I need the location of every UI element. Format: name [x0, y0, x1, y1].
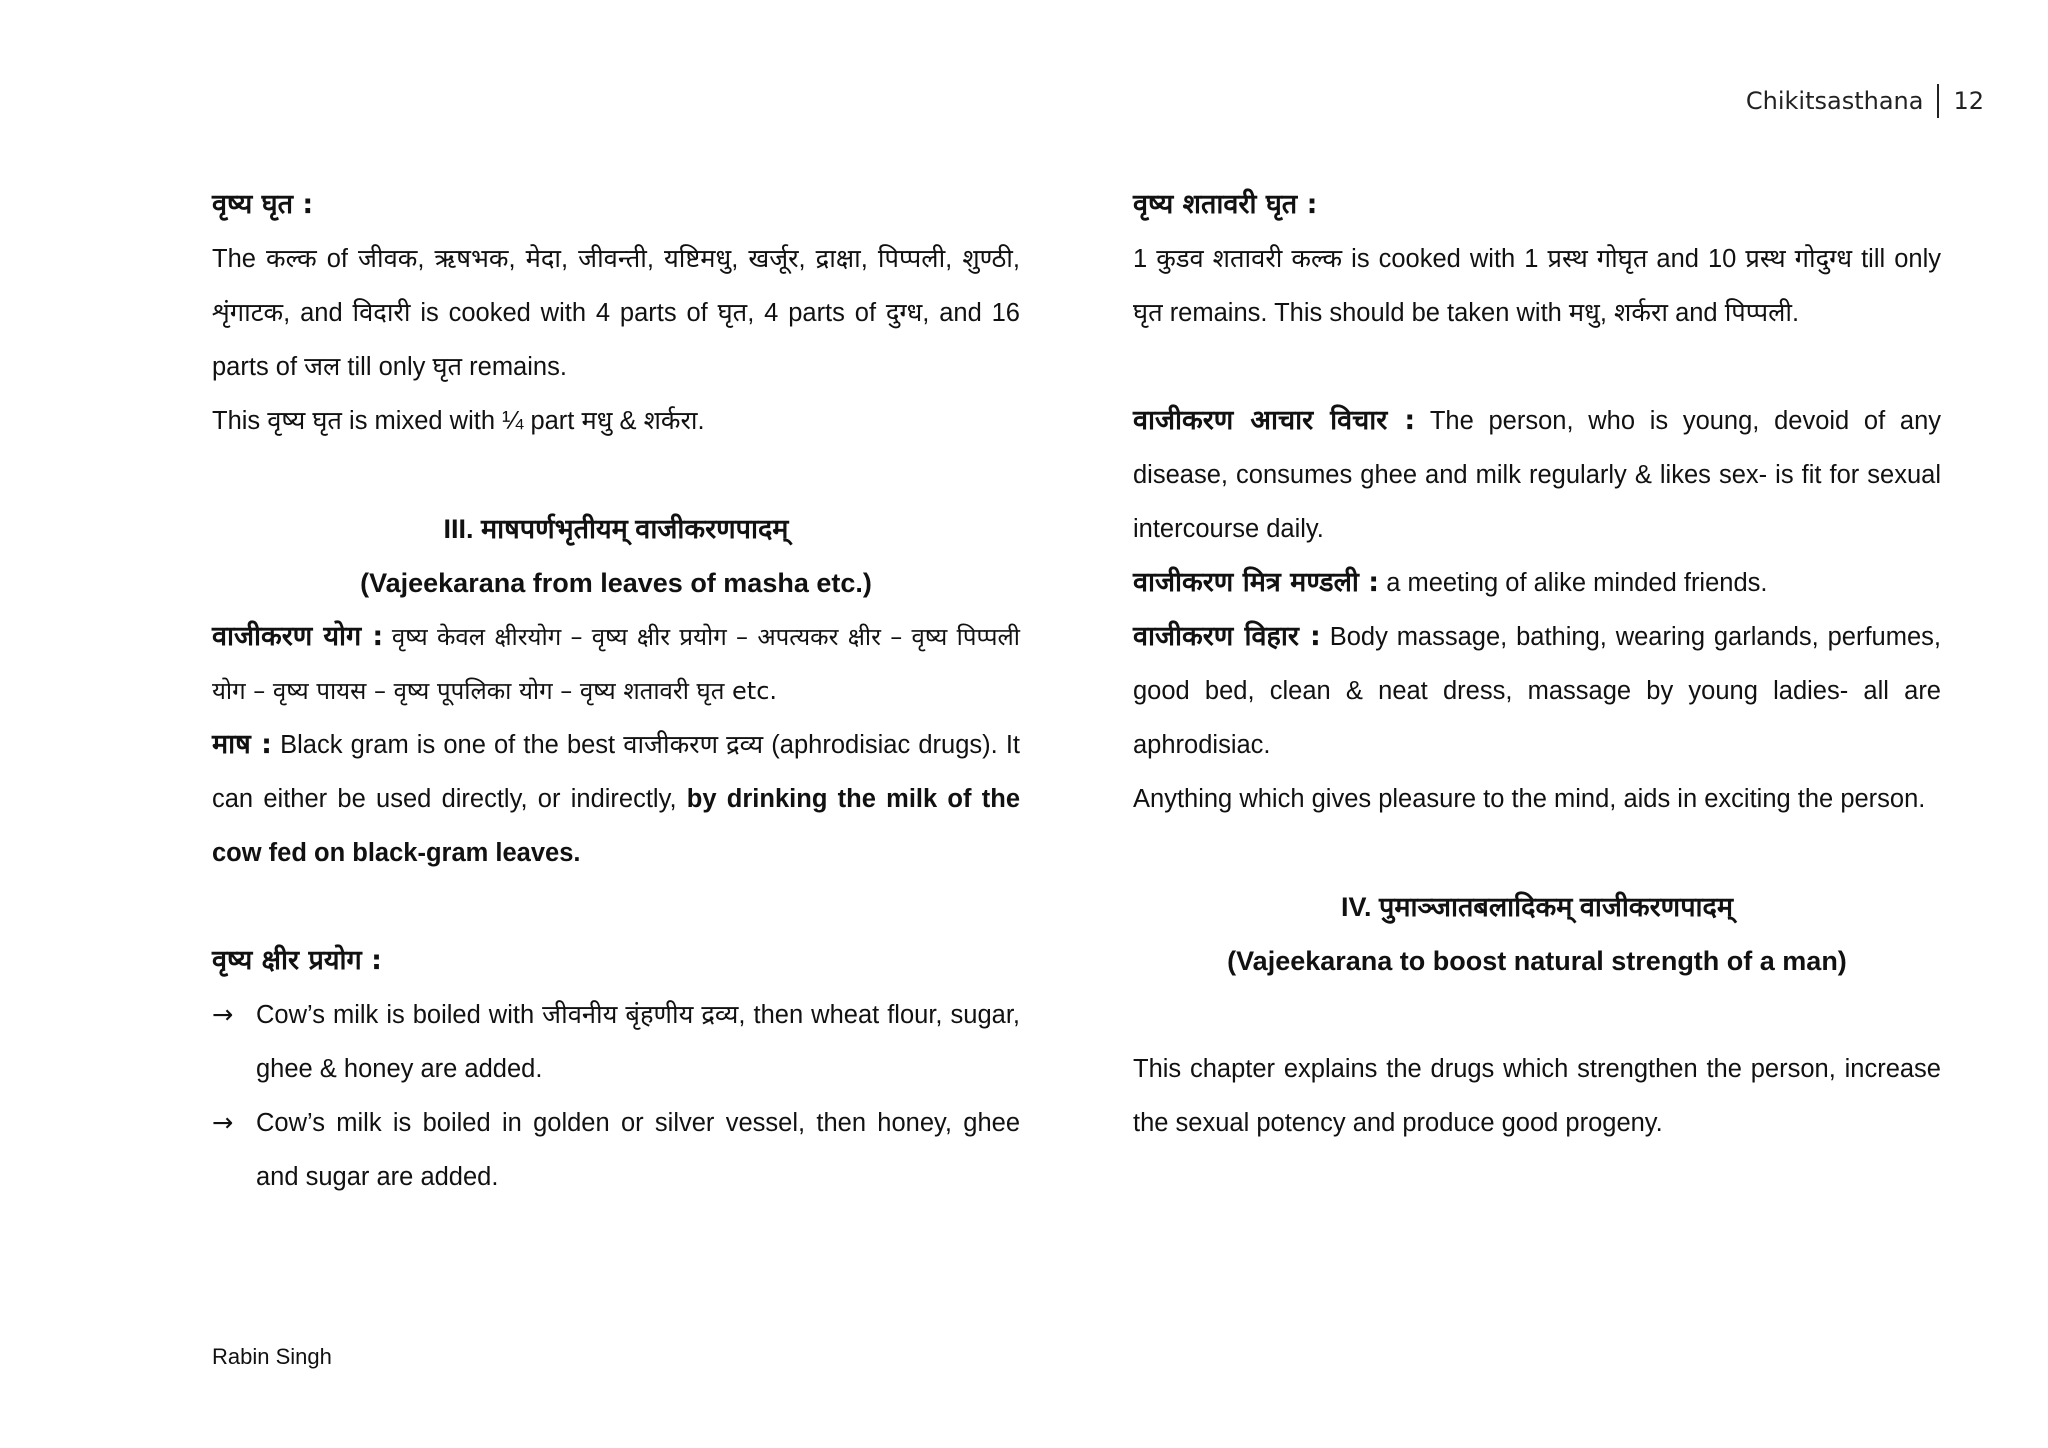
achara-paragraph — [1133, 394, 1941, 556]
achara-text: The person, who is young, devoid of any disease, consumes ghee and milk regularly & likes sex- is fit for sexual intercourse daily. — [1133, 407, 1941, 543]
section-3-subtitle: (Vajeekarana from leaves of masha etc.) — [360, 568, 872, 598]
arrow-icon: → — [212, 1000, 234, 1030]
left-column — [212, 178, 1020, 1204]
list-item-text: Cow’s milk is boiled in golden or silver vessel, then honey, ghee and sugar are added. — [256, 1109, 1020, 1191]
achara-label: वाजीकरण आचार विचार : — [1133, 405, 1416, 436]
vrishya-ghrita-heading: वृष्य घृत : — [212, 189, 314, 220]
vajikarana-yoga-label: वाजीकरण योग : — [212, 621, 384, 652]
mitra-label: वाजीकरण मित्र मण्डली : — [1133, 567, 1380, 598]
list-item — [212, 988, 1020, 1096]
masha-bold-text: by drinking the milk of the cow fed on black-gram leaves. — [212, 785, 1020, 867]
list-item-text: Cow’s milk is boiled with जीवनीय बृंहणीय द्रव्य, then wheat flour, sugar, ghee & honey are added. — [256, 1001, 1020, 1083]
section-4-title: IV. पुमाञ्जातबलादिकम् वाजीकरणपादम् — [1341, 892, 1733, 922]
vrishya-kshira-heading: वृष्य क्षीर प्रयोग : — [212, 945, 382, 976]
header-title: Chikitsasthana — [1745, 87, 1924, 115]
arrow-icon: → — [212, 1108, 234, 1138]
vihara-label: वाजीकरण विहार : — [1133, 621, 1321, 652]
mitra-text: a meeting of alike minded friends. — [1386, 569, 1768, 597]
vihara-paragraph — [1133, 610, 1941, 772]
right-column — [1133, 178, 1941, 1150]
mitra-paragraph — [1133, 556, 1941, 610]
chapter-paragraph: This chapter explains the drugs which strengthen the person, increase the sexual potency and produce good progeny. — [1133, 1055, 1941, 1137]
list-item — [212, 1096, 1020, 1204]
page-number: 12 — [1953, 87, 1984, 115]
shatavari-text: 1 कुडव शतावरी कल्क is cooked with 1 प्रस्थ गोघृत and 10 प्रस्थ गोदुग्ध till only घृत remains. This should be taken with मधु, शर्करा and पिप्पली. — [1133, 245, 1941, 327]
masha-label: माष : — [212, 729, 272, 760]
section-4-subtitle: (Vajeekarana to boost natural strength of a man) — [1227, 946, 1847, 976]
page-header — [1746, 84, 1984, 118]
vrishya-ghrita-text: The कल्क of जीवक, ऋषभक, मेदा, जीवन्ती, यष्टिमधु, खर्जूर, द्राक्षा, पिप्पली, शुण्ठी, शृंगाटक, and विदारी is cooked with 4 parts of घृत, 4 parts of दुग्ध, and 16 parts of जल till only घृत remains. — [212, 245, 1020, 381]
anything-paragraph: Anything which gives pleasure to the mind, aids in exciting the person. — [1133, 785, 1926, 813]
vihara-text: Body massage, bathing, wearing garlands, perfumes, good bed, clean & neat dress, massage by young ladies- all are aphrodisiac. — [1133, 623, 1941, 759]
masha-paragraph — [212, 718, 1020, 880]
vajikarana-yoga-paragraph — [212, 610, 1020, 718]
vajikarana-yoga-text: वृष्य केवल क्षीरयोग – वृष्य क्षीर प्रयोग – अपत्यकर क्षीर – वृष्य पिप्पली योग – वृष्य पायस – वृष्य पूपलिका योग – वृष्य शतावरी घृत etc. — [212, 623, 1020, 705]
footer-author: Rabin Singh — [212, 1344, 332, 1369]
header-divider — [1937, 84, 1939, 118]
shatavari-heading: वृष्य शतावरी घृत : — [1133, 189, 1318, 220]
masha-text: Black gram is one of the best वाजीकरण द्रव्य (aphrodisiac drugs). It can either be used directly, or indirectly, — [212, 731, 1020, 813]
vrishya-ghrita-mix: This वृष्य घृत is mixed with ¼ part मधु & शर्करा. — [212, 407, 705, 435]
section-3-title: III. माषपर्णभृतीयम् वाजीकरणपादम् — [443, 514, 789, 544]
